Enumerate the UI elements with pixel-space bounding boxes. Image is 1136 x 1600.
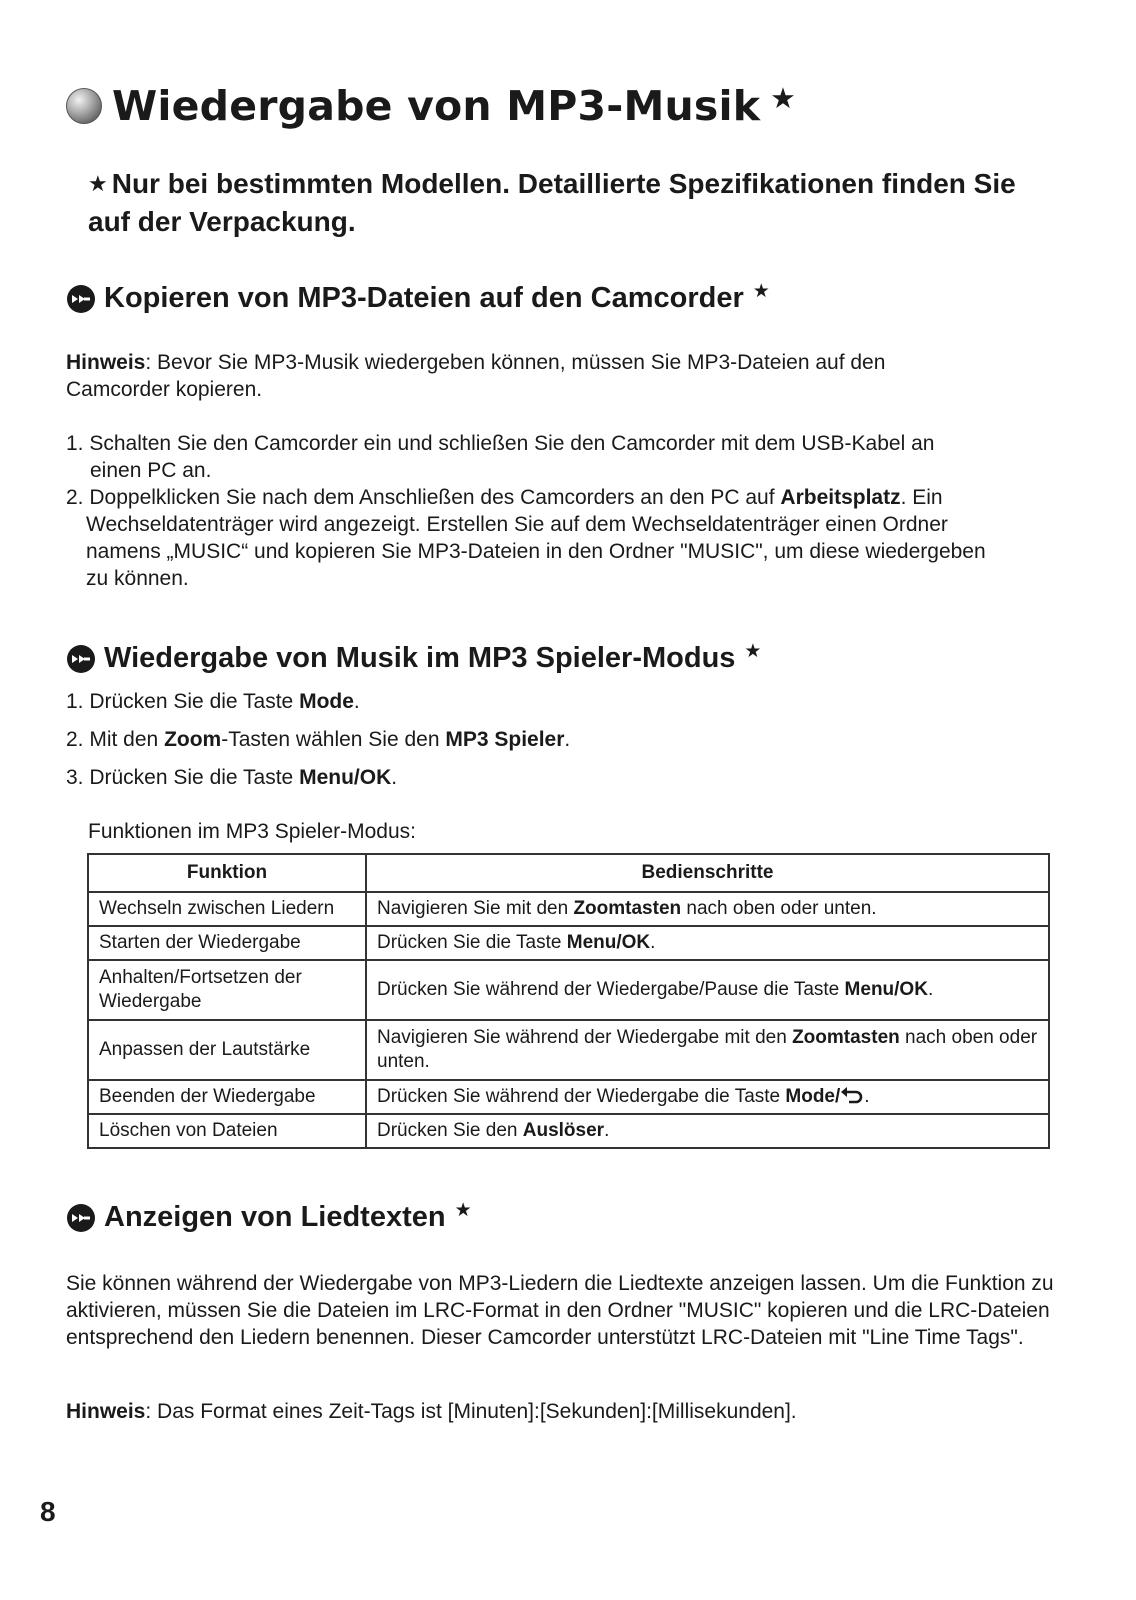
- step-text: . Ein: [900, 486, 943, 509]
- cell-text: Drücken Sie den: [377, 1120, 523, 1141]
- table-row: [88, 926, 1049, 960]
- step-text: .: [391, 766, 398, 789]
- table-cell: Anhalten/Fortsetzen der Wiedergabe: [88, 960, 366, 1020]
- cell-bold: Menu/OK: [844, 979, 928, 1000]
- table-cell: [366, 1114, 1049, 1148]
- copy-step-2: [66, 484, 943, 511]
- star-icon: ★: [88, 171, 108, 196]
- step-text: zu können.: [86, 567, 189, 590]
- player-step-3: [66, 764, 397, 791]
- title-text: Wiedergabe von MP3-Musik: [112, 82, 761, 130]
- table-cell: Beenden der Wiedergabe: [88, 1080, 366, 1114]
- model-note-text: Nur bei bestimmten Modellen. Detaillierte Spezifikationen finden Sie auf der Verpackung.: [88, 168, 1016, 237]
- table-intro: Funktionen im MP3 Spieler-Modus:: [88, 820, 416, 843]
- cell-bold: Zoomtasten: [573, 898, 682, 919]
- step-text: Schalten Sie den Camcorder ein und schließen Sie den Camcorder mit dem USB-Kabel an: [89, 432, 935, 455]
- page-number: 8: [40, 1496, 56, 1527]
- step-text: 1. Drücken Sie die Taste: [66, 690, 300, 713]
- copy-step-2-cont: [66, 511, 948, 538]
- section-heading-lyrics: [66, 1201, 472, 1234]
- step-text: .: [564, 728, 571, 751]
- cell-bold: Zoomtasten: [792, 1027, 900, 1048]
- hint-text: : Bevor Sie MP3-Musik wiedergeben können, müssen Sie MP3-Dateien auf den Camcorder kopieren.: [66, 351, 886, 401]
- star-icon: ★: [744, 641, 762, 662]
- section-heading-copy: [66, 282, 770, 315]
- hint-label: Hinweis: [66, 1400, 146, 1423]
- cell-bold: Menu/OK: [566, 932, 651, 953]
- section-heading-text: Wiedergabe von Musik im MP3 Spieler-Modus: [104, 642, 736, 674]
- cell-text: Drücken Sie die Taste: [377, 932, 567, 953]
- copy-step-2-cont: [66, 538, 986, 565]
- cell-text: Drücken Sie während der Wiedergabe/Pause die Taste: [377, 979, 845, 1000]
- step-bold: Arbeitsplatz: [780, 486, 901, 509]
- table-cell: [366, 960, 1049, 1020]
- return-arrow-icon: [840, 1086, 864, 1104]
- table-row: [88, 1020, 1049, 1080]
- model-note: [88, 166, 1048, 240]
- table-cell: [366, 926, 1049, 960]
- step-text: Wechseldatenträger wird angezeigt. Erstellen Sie auf dem Wechseldatenträger einen Ordner: [86, 513, 948, 536]
- cell-text: Drücken Sie während der Wiedergabe die Taste: [377, 1086, 786, 1107]
- table-cell: Wechseln zwischen Liedern: [88, 892, 366, 926]
- cell-bold: Mode/: [785, 1086, 841, 1107]
- column-header: Funktion: [88, 854, 366, 892]
- step-text: -Tasten wählen Sie den: [221, 728, 446, 751]
- step-text: 3. Drücken Sie die Taste: [66, 766, 300, 789]
- arrow-circle-icon: [66, 1203, 96, 1233]
- table-cell: Starten der Wiedergabe: [88, 926, 366, 960]
- table-row: [88, 1080, 1049, 1114]
- table-cell: [366, 892, 1049, 926]
- section-heading-text: Kopieren von MP3-Dateien auf den Camcorder: [104, 282, 744, 314]
- star-icon: ★: [454, 1200, 472, 1221]
- player-step-1: [66, 688, 360, 715]
- section-heading-text: Anzeigen von Liedtexten: [104, 1201, 446, 1233]
- step-text: 2. Mit den: [66, 728, 165, 751]
- step-bold: MP3 Spieler: [445, 728, 565, 751]
- step-text: einen PC an.: [90, 459, 212, 482]
- cell-text: Navigieren Sie mit den: [377, 898, 574, 919]
- cell-text: nach oben oder unten.: [377, 1027, 1038, 1072]
- copy-step-1-cont: [66, 457, 211, 484]
- step-text: namens „MUSIC“ und kopieren Sie MP3-Dateien in den Ordner "MUSIC", um diese wiedergeben: [86, 540, 986, 563]
- step-bold: Menu/OK: [299, 766, 392, 789]
- lyrics-body: Sie können während der Wiedergabe von MP3-Liedern die Liedtexte anzeigen lassen. Um die Funktion zu aktivieren, müssen Sie die Dateien im LRC-Format in den Ordner "MUSIC" kopieren und die LRC-Dateien entsprechend den Liedern benennen. Dieser Camcorder unterstützt LRC-Dateien mit "Line Time Tags".: [66, 1272, 1054, 1349]
- player-step-2: [66, 726, 570, 753]
- cell-text: .: [864, 1086, 870, 1107]
- arrow-circle-icon: [66, 644, 96, 674]
- table-cell: [366, 1080, 1049, 1114]
- step-text: Doppelklicken Sie nach dem Anschließen des Camcorders an den PC auf: [89, 486, 781, 509]
- cell-bold: Auslöser: [522, 1120, 605, 1141]
- table-row: [88, 1114, 1049, 1148]
- cell-text: .: [604, 1120, 610, 1141]
- copy-step-1: [66, 430, 934, 457]
- hint-text: : Das Format eines Zeit-Tags ist [Minuten]:[Sekunden]:[Millisekunden].: [145, 1400, 797, 1423]
- page-title: [66, 78, 796, 134]
- table-row: [88, 892, 1049, 926]
- table-cell: [366, 1020, 1049, 1080]
- step-bold: Mode: [299, 690, 354, 713]
- section-heading-player: [66, 642, 761, 675]
- column-header: Bedienschritte: [366, 854, 1049, 892]
- lyrics-hint: [66, 1398, 1066, 1425]
- step-text: .: [353, 690, 360, 713]
- table-cell: Löschen von Dateien: [88, 1114, 366, 1148]
- star-icon: ★: [770, 81, 797, 115]
- cell-text: nach oben oder unten.: [681, 898, 877, 919]
- cell-text: Navigieren Sie während der Wiedergabe mit den: [377, 1027, 793, 1048]
- step-bold: Zoom: [164, 728, 222, 751]
- table-cell: Anpassen der Lautstärke: [88, 1020, 366, 1080]
- star-icon: ★: [752, 281, 770, 302]
- gray-ball-icon: [66, 88, 102, 124]
- step-number: 1.: [66, 432, 84, 455]
- copy-step-2-cont: [66, 565, 189, 592]
- cell-text: .: [650, 932, 656, 953]
- cell-text: .: [927, 979, 934, 1000]
- table-header-row: [88, 854, 1049, 892]
- hint-label: Hinweis: [66, 351, 146, 374]
- function-table: [87, 853, 1050, 1149]
- table-row: [88, 960, 1049, 1020]
- step-number: 2.: [66, 486, 84, 509]
- arrow-circle-icon: [66, 284, 96, 314]
- copy-hint: [66, 349, 966, 403]
